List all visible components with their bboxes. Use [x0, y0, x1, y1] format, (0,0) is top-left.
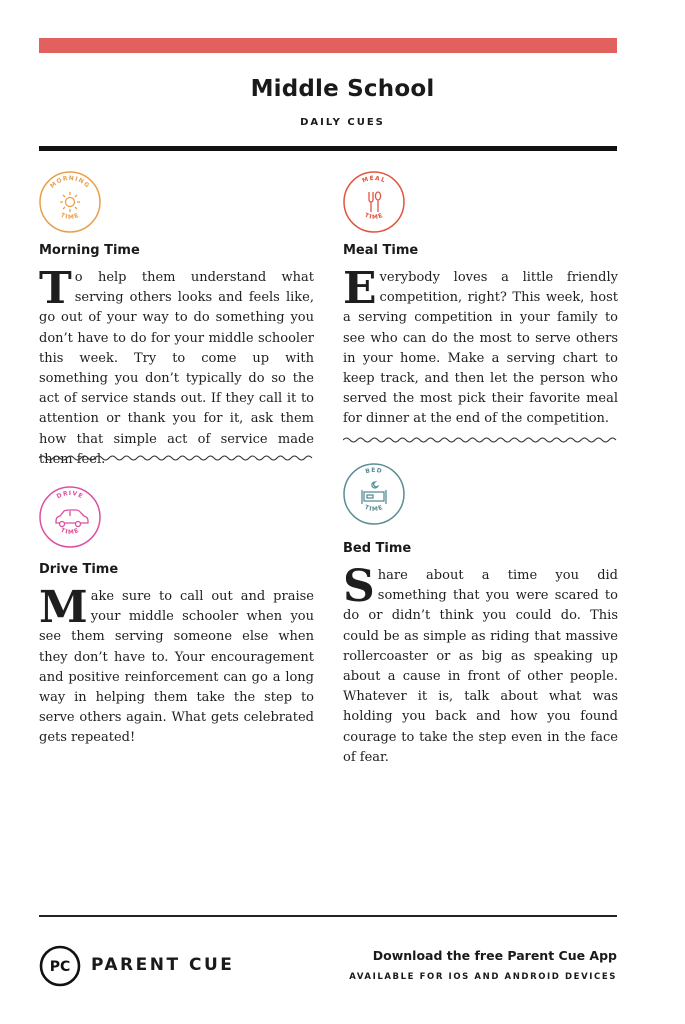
meal-time-heading: Meal Time [343, 243, 419, 258]
svg-text:BED: BED [364, 466, 384, 476]
drive-time-heading: Drive Time [39, 562, 119, 577]
svg-text:DRIVE: DRIVE [55, 489, 85, 501]
morning-time-badge [38, 170, 102, 234]
drive-time-body: Make sure to call out and praise your middle schooler when you see them serving someone else when they don’t have to. Your encouragement and positive reinforcement can go a long way in helping them take the step to serve others again. What gets celebrated gets repeated! [39, 582, 314, 746]
bed-time-body: Share about a time you did something that you were scared to do or didn’t think you could do. This could be as simple as riding that massive rollercoaster or as big as speaking up about a cause in front of other people. Whatever it is, talk about what was holding you back and how you found courage to take the step even in the face of fear. [343, 561, 618, 765]
bed-moon-icon [362, 482, 386, 504]
svg-text:PC: PC [49, 959, 71, 975]
svg-text:MEAL: MEAL [361, 174, 387, 185]
bed-time-heading: Bed Time [343, 541, 412, 556]
morning-time-body: To help them understand what serving others looks and feels like, go out of your way to do something you don’t have to do for your middle schooler this week. Try to come up with something you don’t typically do so the act of service stands out. If they call it to attention or thank you for it, ask them how that simple act of service made them feel. [39, 263, 314, 467]
meal-wave-divider [343, 435, 618, 445]
fork-spoon-icon [369, 192, 381, 212]
header-divider [39, 146, 617, 151]
svg-text:TIME: TIME [363, 503, 385, 514]
morning-wave-divider [39, 453, 314, 463]
svg-text:TIME: TIME [59, 211, 81, 222]
top-accent-bar [39, 38, 617, 53]
svg-text:TIME: TIME [59, 526, 81, 537]
svg-text:TIME: TIME [363, 211, 385, 222]
footer-divider [39, 915, 617, 917]
drive-time-badge [38, 485, 102, 549]
morning-time-heading: Morning Time [39, 243, 140, 258]
sun-icon [60, 192, 80, 212]
download-app-cta[interactable]: Download the free Parent Cue App [372, 948, 617, 963]
meal-time-body: Everybody loves a little friendly competition, right? This week, host a serving competition in your family to see who can do the most to serve others in your home. Make a serving chart to keep track, and then let the person who served the most pick their favorite meal for dinner at the end of the competition. [343, 263, 618, 427]
meal-time-badge [342, 170, 406, 234]
page-title: Middle School [250, 76, 435, 102]
svg-text:MORNING: MORNING [48, 174, 92, 190]
page-subtitle: DAILY CUES [300, 117, 385, 128]
bed-time-badge [342, 462, 406, 526]
parent-cue-logo [39, 945, 81, 987]
car-icon [56, 510, 88, 527]
brand-name: PARENT CUE [91, 955, 235, 975]
platform-availability: AVAILABLE FOR IOS AND ANDROID DEVICES [349, 972, 617, 982]
